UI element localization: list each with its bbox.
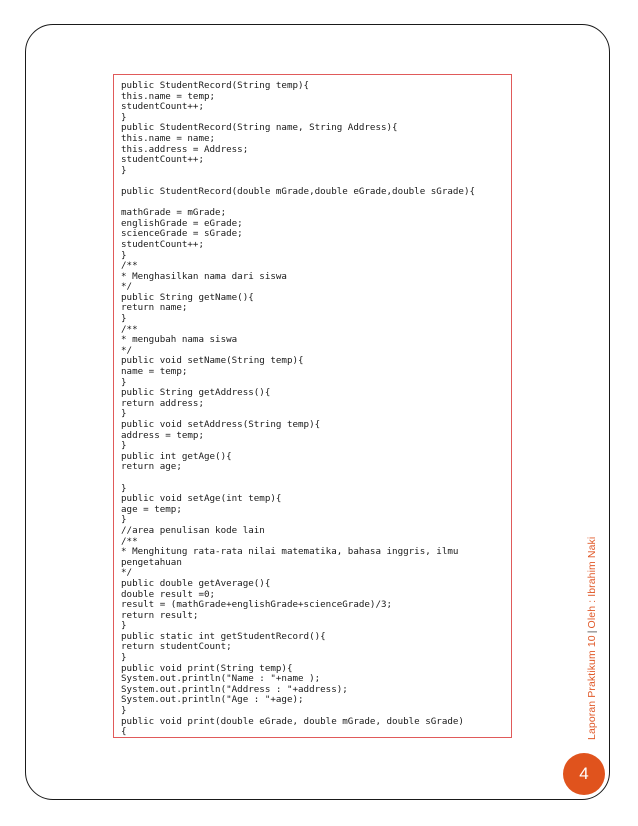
code-line: /** xyxy=(121,323,138,335)
code-line: * mengubah nama siswa xyxy=(121,334,238,346)
code-line: double result =0; xyxy=(121,588,216,600)
code-line: } xyxy=(121,376,127,388)
code-line: } xyxy=(121,164,127,176)
code-line: } xyxy=(121,249,127,261)
code-line: studentCount++; xyxy=(121,238,204,250)
code-line: } xyxy=(121,705,127,717)
code-line: pengetahuan xyxy=(121,556,182,568)
code-line: public void print(double eGrade, double mGrade, double sGrade) xyxy=(121,715,464,727)
code-line: return result; xyxy=(121,609,199,621)
code-line: scienceGrade = sGrade; xyxy=(121,228,243,240)
code-line: this.name = name; xyxy=(121,132,216,144)
code-line: this.name = temp; xyxy=(121,90,216,102)
code-line: studentCount++; xyxy=(121,154,204,166)
code-line: this.address = Address; xyxy=(121,143,249,155)
code-line: englishGrade = eGrade; xyxy=(121,217,243,229)
code-listing xyxy=(113,74,512,738)
code-line: System.out.println("Age : "+age); xyxy=(121,694,304,706)
code-line: { xyxy=(121,726,127,738)
code-line: studentCount++; xyxy=(121,101,204,113)
code-line: /** xyxy=(121,535,138,547)
code-line: */ xyxy=(121,281,133,293)
code-line: } xyxy=(121,313,127,325)
page-number-badge: 4 xyxy=(563,753,605,795)
report-title: Laporan Praktikum 10 xyxy=(586,635,598,740)
code-line: */ xyxy=(121,567,133,579)
code-line: name = temp; xyxy=(121,366,188,378)
code-line xyxy=(121,473,505,484)
code-line: public StudentRecord(double mGrade,double eGrade,double sGrade){ xyxy=(121,185,476,197)
code-line: public int getAge(){ xyxy=(121,450,232,462)
code-line: System.out.println("Address : "+address); xyxy=(121,683,348,695)
code-line: public void setAddress(String temp){ xyxy=(121,419,321,430)
code-line: } xyxy=(121,440,127,452)
code-line: result = (mathGrade+englishGrade+scienceGrade)/3; xyxy=(121,599,393,611)
code-line: * Menghitung rata-rata nilai matematika, bahasa inggris, ilmu xyxy=(121,546,459,558)
author-name: Oleh : Ibrahim Naki xyxy=(586,536,598,629)
code-line: } xyxy=(121,514,127,526)
code-line: public String getName(){ xyxy=(121,291,254,303)
footer-separator: | xyxy=(586,630,598,634)
code-line: return age; xyxy=(121,461,182,473)
code-line: return address; xyxy=(121,397,204,409)
code-line: } xyxy=(121,111,127,123)
code-line: return name; xyxy=(121,302,188,314)
code-line: } xyxy=(121,408,127,420)
code-line: public StudentRecord(String name, String Address){ xyxy=(121,122,398,134)
code-line: //area penulisan kode lain xyxy=(121,524,265,536)
footer-report-label xyxy=(586,537,598,740)
code-line: System.out.println("Name : "+name ); xyxy=(121,673,321,685)
code-line: public double getAverage(){ xyxy=(121,577,271,589)
code-line: public static int getStudentRecord(){ xyxy=(121,630,326,642)
code-line: age = temp; xyxy=(121,503,182,515)
code-line: mathGrade = mGrade; xyxy=(121,207,227,219)
code-line: } xyxy=(121,482,127,494)
code-line: public StudentRecord(String temp){ xyxy=(121,80,310,91)
code-line: } xyxy=(121,620,127,632)
code-line: public void setAge(int temp){ xyxy=(121,493,282,505)
code-line: /** xyxy=(121,260,138,272)
code-line: public void print(String temp){ xyxy=(121,662,293,674)
code-line: * Menghasilkan nama dari siswa xyxy=(121,270,287,282)
code-line: public String getAddress(){ xyxy=(121,387,271,399)
code-line: return studentCount; xyxy=(121,641,232,653)
code-line: */ xyxy=(121,344,133,356)
code-line: public void setName(String temp){ xyxy=(121,355,304,367)
code-line: } xyxy=(121,652,127,664)
code-line: address = temp; xyxy=(121,429,204,441)
